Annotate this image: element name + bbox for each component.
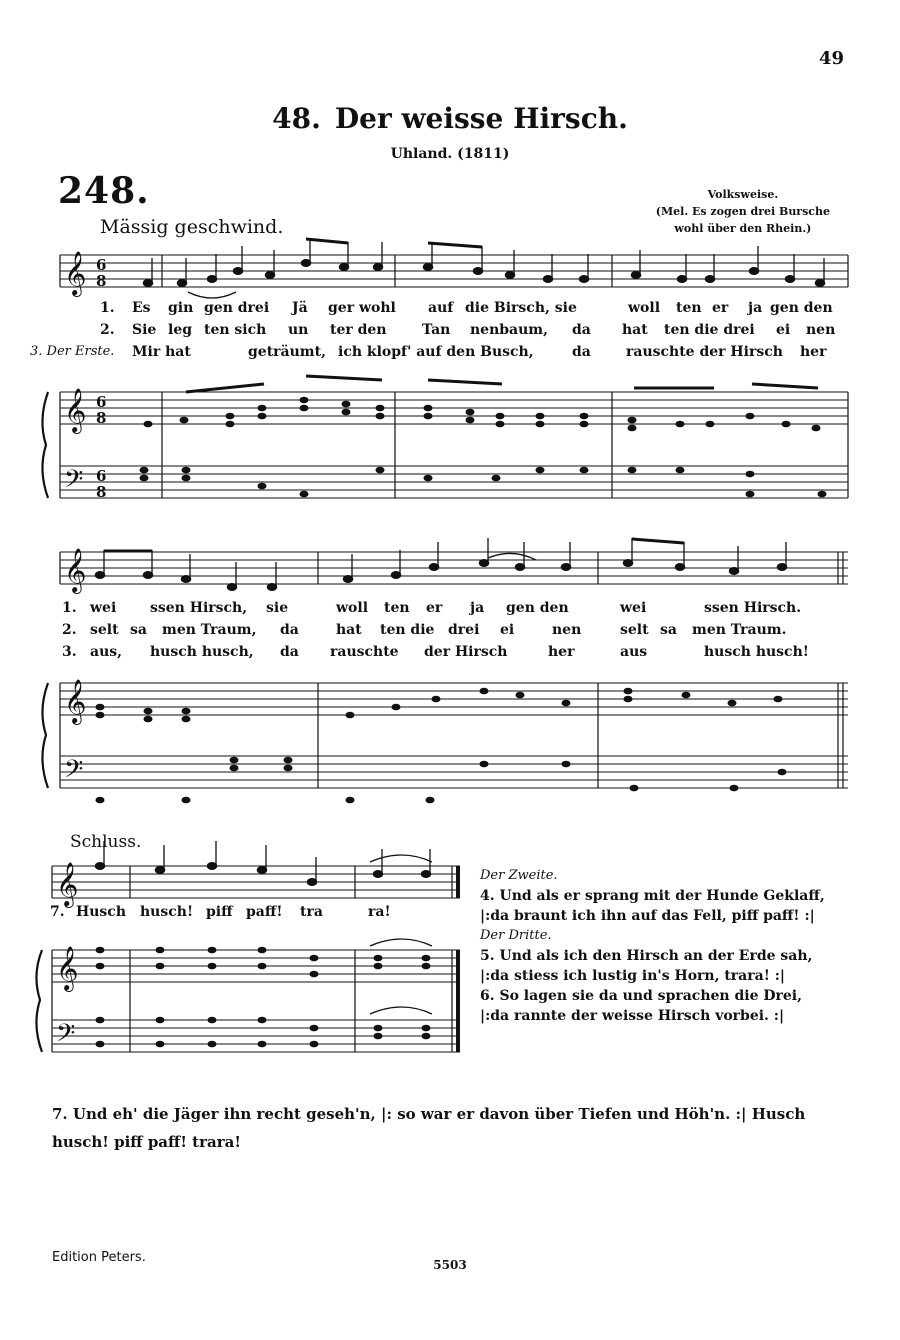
lyric-syllable: sa [660, 622, 677, 638]
svg-text:𝄞: 𝄞 [64, 679, 87, 723]
lyric-syllable: geträumt, [248, 344, 326, 360]
svg-text:6: 6 [96, 256, 107, 274]
lyric-syllable: ei [500, 622, 515, 638]
source-line: (Mel. Es zogen drei Bursche [655, 205, 830, 218]
lyric-syllable: woll [628, 300, 661, 316]
svg-text:6: 6 [96, 467, 107, 485]
lyric-syllable: da [280, 644, 299, 660]
speaker-label: Der Zweite. [480, 868, 558, 883]
piano-bass-1 [60, 466, 848, 498]
svg-text:𝄞: 𝄞 [56, 862, 79, 906]
lyric-syllable: ten die [380, 622, 435, 638]
verse-line: 4. Und als er sprang mit der Hunde Geklaff, [480, 888, 825, 904]
piano-chords-2 [96, 688, 787, 804]
lyric-syllable: Es [132, 300, 151, 316]
lyric-syllable: un [288, 322, 309, 338]
verse-7-text: 7. Und eh' die Jäger ihn recht geseh'n, |: so war er davon über Tiefen und Höh'n. :| Husch husch! piff paff! trara! [52, 1105, 806, 1151]
piano-treble-2 [60, 683, 848, 715]
svg-text:𝄞: 𝄞 [64, 251, 87, 295]
lyric-syllable: wei [90, 600, 117, 616]
lyric-syllable: men Traum, [162, 622, 257, 638]
lyric-syllable: gin [168, 300, 194, 316]
lyric-syllable: her [800, 344, 827, 360]
poet-credit: Uhland. (1811) [390, 146, 510, 162]
lyric-syllable: selt [90, 622, 119, 638]
lyric-syllable: ten [384, 600, 410, 616]
speaker-label: 3. Der Erste. [30, 344, 115, 359]
lyric-syllable: ten sich [204, 322, 267, 338]
lyric-syllable: gen drei [204, 300, 270, 316]
lyric-syllable: aus, [90, 644, 123, 660]
svg-text:𝄢: 𝄢 [56, 1019, 76, 1054]
lyric-syllable: gen den [506, 600, 569, 616]
lyric-syllable: rauschte der Hirsch [626, 344, 783, 360]
verse-line: 5. Und als ich den Hirsch an der Erde sah, [480, 948, 813, 964]
time-signature [96, 256, 106, 501]
verse-number: 1. [62, 600, 77, 616]
lyric-syllable: ger wohl [328, 300, 396, 316]
verse-line: 6. So lagen sie da und sprachen die Drei, [480, 988, 802, 1004]
piano-beams-1 [186, 376, 818, 392]
lyric-syllable: tra [300, 904, 323, 920]
lyric-syllable: er [426, 600, 443, 616]
lyric-syllable: auf [428, 300, 454, 316]
lyric-syllable: da [280, 622, 299, 638]
lyric-syllable: ssen Hirsch, [150, 600, 248, 616]
lyric-syllable: der Hirsch [424, 644, 508, 660]
plate-number: 5503 [433, 1258, 467, 1272]
lyric-syllable: sie [266, 600, 289, 616]
svg-text:8: 8 [96, 483, 107, 501]
voice-staff-2 [60, 552, 848, 584]
lyric-syllable: Sie [132, 322, 157, 338]
verse-number: 2. [62, 622, 77, 638]
lyric-syllable: Jä [292, 300, 308, 316]
lyric-syllable: die Birsch, sie [465, 300, 577, 316]
verse-number: 7. [50, 904, 65, 920]
svg-text:𝄞: 𝄞 [56, 946, 79, 990]
lyric-syllable: piff [206, 904, 233, 920]
piano-chords-3 [96, 947, 431, 1048]
lyric-syllable: paff! [246, 904, 283, 920]
verse-number: 1. [100, 300, 115, 316]
lyric-syllable: ssen Hirsch. [704, 600, 802, 616]
lyric-syllable: hat [622, 322, 648, 338]
lyric-syllable: da [572, 344, 591, 360]
lyric-syllable: ei [776, 322, 791, 338]
schluss-label: Schluss. [70, 832, 142, 852]
piano-brace [36, 392, 48, 1052]
verse-number: 3. [62, 644, 77, 660]
piano-bass-3 [52, 1020, 460, 1052]
additional-verses [480, 866, 825, 1026]
lyric-syllable: ja [748, 300, 763, 316]
lyric-syllable: rauschte [330, 644, 399, 660]
svg-text:𝄢: 𝄢 [64, 465, 84, 500]
lyric-syllable: er [712, 300, 729, 316]
publisher-label: Edition Peters. [52, 1250, 146, 1265]
voice-notes-2 [95, 538, 786, 590]
lyric-syllable: gen den [770, 300, 833, 316]
beams-2 [104, 539, 684, 551]
lyric-syllable: husch husch, [150, 644, 254, 660]
lyric-syllable: da [572, 322, 591, 338]
lyric-syllable: Tan [422, 322, 451, 338]
lyric-syllable: husch husch! [704, 644, 809, 660]
lyric-syllable: ich klopf' auf den Busch, [338, 344, 534, 360]
lyric-syllable: men Traum. [692, 622, 787, 638]
verse-line: |:da braunt ich ihn auf das Fell, piff paff! :| [480, 908, 815, 924]
verse-line: |:da stiess ich lustig in's Horn, trara! :| [480, 968, 785, 984]
page-number: 49 [818, 48, 844, 69]
svg-text:8: 8 [96, 409, 107, 427]
lyric-syllable: drei [448, 622, 480, 638]
voice-staff-3 [52, 866, 460, 898]
piano-treble-1 [60, 392, 848, 424]
lyric-syllable: nen [552, 622, 582, 638]
lyric-syllable: leg [168, 322, 193, 338]
source-line: wohl über den Rhein.) [674, 222, 812, 235]
piano-treble-3 [52, 950, 460, 982]
svg-text:𝄢: 𝄢 [64, 755, 84, 790]
lyric-syllable: selt [620, 622, 649, 638]
lyric-syllable: Husch [76, 904, 126, 920]
lyric-syllable: ten die drei [664, 322, 755, 338]
verse-number: 2. [100, 322, 115, 338]
svg-text:6: 6 [96, 393, 107, 411]
tempo-marking: Mässig geschwind. [100, 216, 284, 238]
song-number: 248. [58, 170, 150, 212]
lyric-syllable: ra! [368, 904, 391, 920]
lyric-syllable: nenbaum, [470, 322, 548, 338]
voice-notes-3 [95, 841, 430, 885]
lyric-syllable: woll [336, 600, 369, 616]
lyric-syllable: ten [676, 300, 702, 316]
lyric-syllable: her [548, 644, 575, 660]
lyric-syllable: sa [130, 622, 147, 638]
speaker-label: Der Dritte. [480, 928, 552, 943]
source-line: Volksweise. [707, 188, 779, 201]
verse-line: |:da rannte der weisse Hirsch vorbei. :| [480, 1008, 785, 1024]
svg-text:8: 8 [96, 272, 107, 290]
lyric-syllable: wei [620, 600, 647, 616]
lyric-syllable: nen [806, 322, 836, 338]
lyric-syllable: Mir hat [132, 344, 191, 360]
svg-text:𝄞: 𝄞 [64, 388, 87, 432]
piano-bass-2 [60, 756, 848, 788]
lyric-syllable: aus [620, 644, 648, 660]
song-index: 48. [272, 102, 321, 135]
song-title-text: Der weisse Hirsch. [334, 102, 628, 135]
svg-text:𝄞: 𝄞 [64, 548, 87, 592]
beams-1 [306, 239, 482, 247]
lyric-syllable: ter den [330, 322, 387, 338]
lyric-syllable: hat [336, 622, 362, 638]
lyric-syllable: ja [470, 600, 485, 616]
lyric-syllable: husch! [140, 904, 194, 920]
